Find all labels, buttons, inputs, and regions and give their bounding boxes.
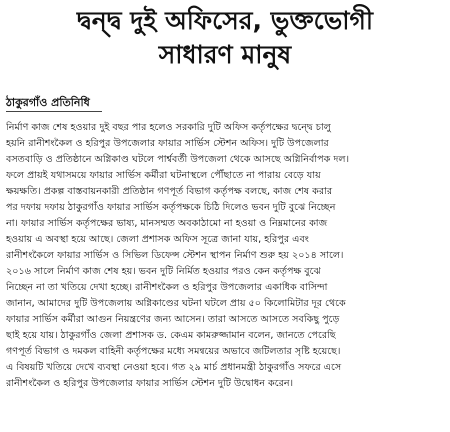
body-line: হয়নি রানীশংকৈল ও হরিপুর উপজেলার ফায়ার সার্ভিস স্টেশন অফিস। দুটি উপজেলার (6, 138, 329, 149)
article-body (6, 120, 444, 392)
headline (4, 0, 446, 72)
body-line: রানীশংকৈল ও হরিপুর উপজেলার ফায়ার সার্ভিস স্টেশন দুটি উদ্বোধন করেন। (6, 378, 294, 389)
body-line: ক্ষয়ক্ষতি। প্রকল্প বাস্তবায়নকারী প্রতিষ্ঠান গণপূর্ত বিভাগ কর্তৃপক্ষ বলছে, কাজ শেষ করার (6, 186, 333, 197)
body-line: রানীশংকৈলে ফায়ার সার্ভিস ও সিভিল ডিফেন্স স্টেশন স্থাপন নির্মাণ শুরু হয় ২০১৪ সালে। (6, 250, 344, 261)
headline-line-1: দ্বন্দ্ব দুই অফিসের, ভুক্তভোগী (76, 6, 374, 35)
byline-underline (6, 111, 102, 112)
body-line: ২০১৬ সালে নির্মাণ কাজ শেষ হয়। ভবন দুটি নির্মিত হওয়ার পরও কেন কর্তৃপক্ষ বুঝে (6, 266, 321, 277)
body-line: গণপূর্ত বিভাগ ও দমকল বাহিনী কর্তৃপক্ষের মধ্যে সমন্বয়ের অভাবে জটিলতার সৃষ্টি হয়েছে। (6, 346, 341, 357)
body-line: ছাই হয়ে যায়। ঠাকুরগাঁও জেলা প্রশাসক ড. কেএম কামরুজ্জামান বলেন, জানতে পেরেছি (6, 330, 336, 341)
body-line: নিচ্ছেন না তা খতিয়ে দেখা হচ্ছে। রানীশংকৈল ও হরিপুর উপজেলার একাধিক বাসিন্দা (6, 282, 328, 293)
byline: ঠাকুরগাঁও প্রতিনিধি (6, 96, 90, 109)
headline-line-2: সাধারণ মানুষ (158, 40, 292, 69)
body-line: হওয়ায় এ অবস্থা হয়ে আছে। জেলা প্রশাসক অফিস সূত্রে জানা যায়, হরিপুর এবং (6, 234, 309, 245)
body-line: জানান, আমাদের দুটি উপজেলায় অগ্নিকাণ্ডের ঘটনা ঘটলে প্রায় ৫০ কিলোমিটার দূর থেকে (6, 298, 346, 309)
body-line: বসতবাড়ি ও প্রতিষ্ঠানে অগ্নিকাণ্ড ঘটলে পার্শ্ববর্তী উপজেলা থেকে আসছে অগ্নিনির্বাপক দল। (6, 154, 350, 165)
body-line: না। ফায়ার সার্ভিস কর্তৃপক্ষের ভাষ্য, মানসম্মত অবকাঠামো না হওয়া ও নিম্নমানের কাজ (6, 218, 328, 229)
body-line: পর দফায় দফায় ঠাকুরগাঁও ফায়ার সার্ভিস কর্তৃপক্ষকে চিঠি দিলেও ভবন দুটি বুঝে নিচ্ছেন (6, 202, 336, 213)
body-line: ফলে প্রায়ই যথাসময়ে ফায়ার সার্ভিস কর্মীরা ঘটনাস্থলে পৌঁছাতে না পারায় বেড়ে যায় (6, 170, 321, 181)
body-line: এ বিষয়টি খতিয়ে দেখে ব্যবস্থা নেওয়া হবে। গত ২৯ মার্চ প্রধানমন্ত্রী ঠাকুরগাঁও সফরে এসে (6, 362, 342, 373)
body-line: নির্মাণ কাজ শেষ হওয়ার দুই বছর পার হলেও সরকারি দুটি অফিস কর্তৃপক্ষের দ্বন্দ্বে চালু (6, 122, 331, 133)
body-line: ফায়ার সার্ভিস কর্মীরা আগুন নিয়ন্ত্রণের জন্য আসেন। তারা আসতে আসতে সবকিছু পুড়ে (6, 314, 340, 325)
